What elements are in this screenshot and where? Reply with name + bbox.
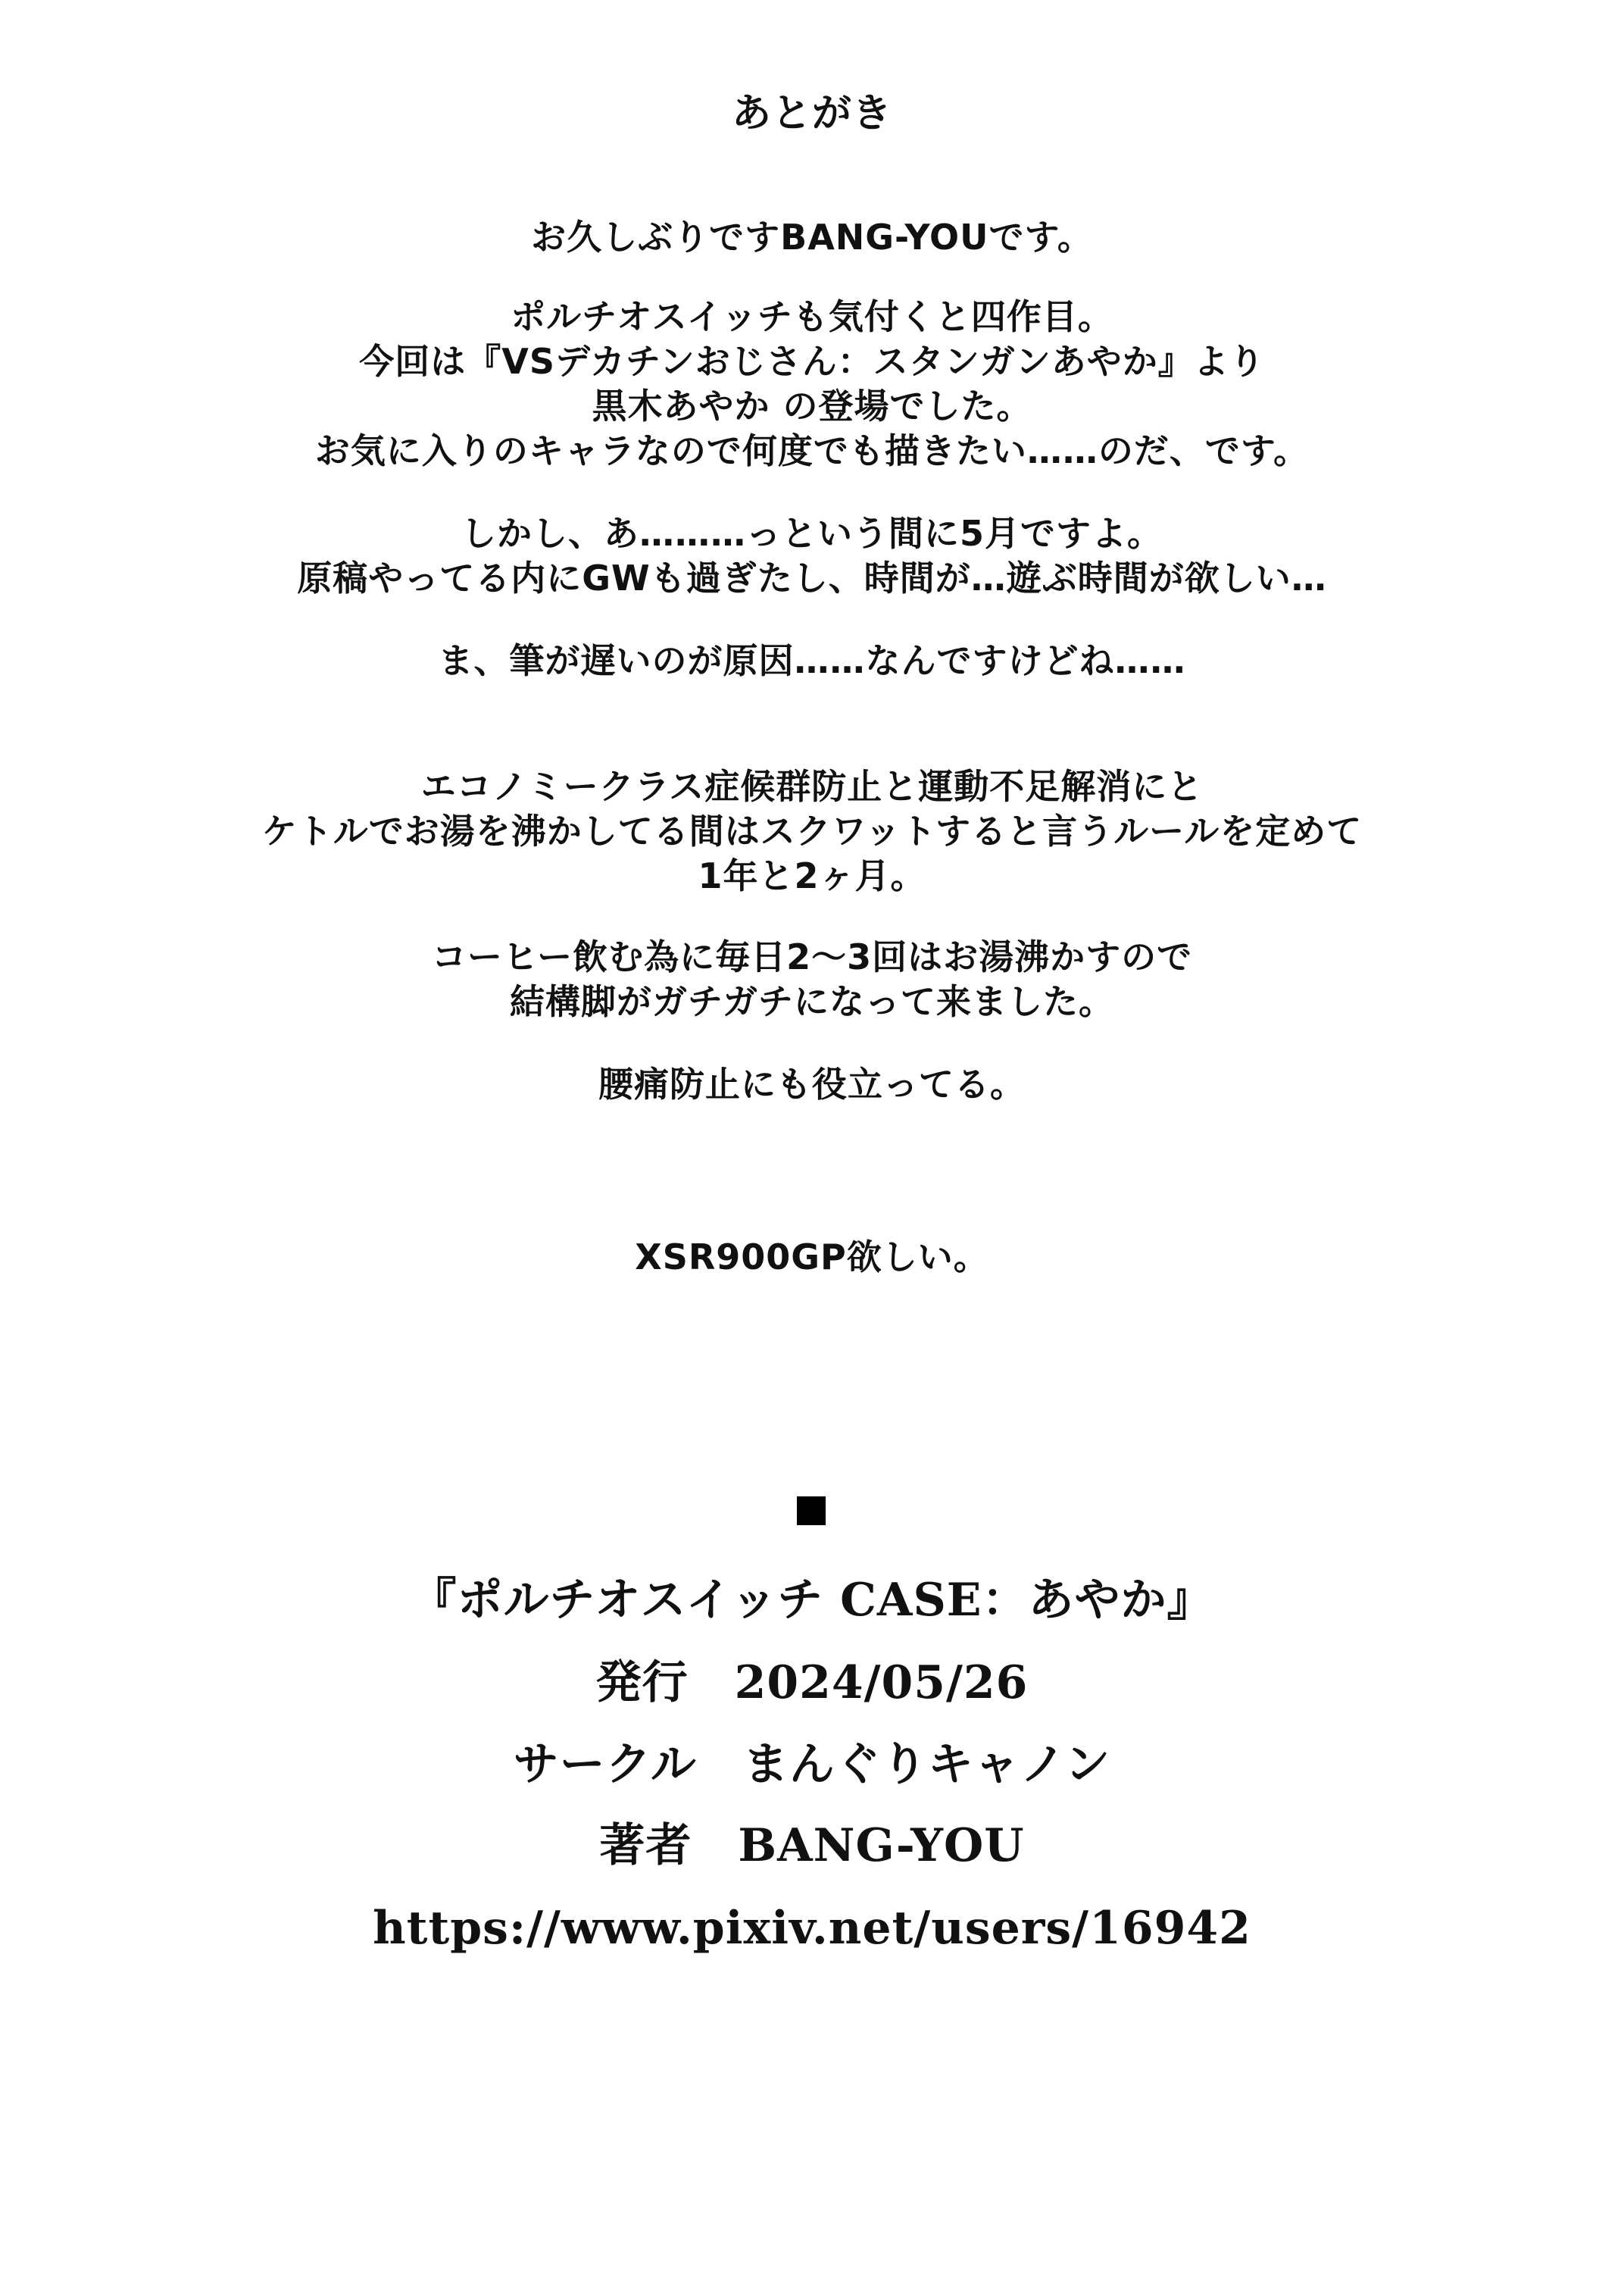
paragraph-line: お気に入りのキャラなので何度でも描きたい……のだ、です。 [314,430,1310,471]
colophon-work-title: 『ポルチオスイッチ CASE：あやか』 [411,1574,1213,1627]
colophon-url: https://www.pixiv.net/users/16942 [373,1902,1251,1955]
paragraph-line: 結構脚がガチガチになって来ました。 [509,981,1115,1022]
paragraph-line: ま、筆が遅いのが原因……なんですけどね…… [438,640,1186,681]
paragraph-line: 腰痛防止にも役立ってる。 [598,1064,1026,1105]
paragraph-line: 今回は『VSデカチンおじさん：スタンガンあやか』より [359,341,1265,382]
paragraph-line: XSR900GP欲しい。 [635,1237,989,1277]
colophon-published: 発行 2024/05/26 [595,1656,1029,1709]
paragraph-line: 黒木あやか の登場でした。 [592,386,1032,427]
paragraph-line: エコノミークラス症候群防止と運動不足解消にと [420,766,1204,807]
colophon-circle: サークル まんぐりキャノン [513,1738,1111,1791]
paragraph-line: コーヒー飲む為に毎日2～3回はお湯沸かすので [431,936,1193,977]
page-title: あとがき [731,91,892,136]
divider-square [797,1496,826,1525]
paragraph-line: ポルチオスイッチも気付くと四作目。 [511,296,1113,337]
paragraph-line: ケトルでお湯を沸かしてる間はスクワットすると言うルールを定めて [261,811,1363,852]
paragraph-line: 1年と2ヶ月。 [698,855,926,896]
paragraph-line: しかし、あ………っという間に5月ですよ。 [461,513,1163,554]
paragraph-line: お久しぶりですBANG-YOUです。 [531,217,1093,258]
paragraph-line: 原稿やってる内にGWも過ぎたし、時間が…遊ぶ時間が欲しい… [297,558,1327,599]
colophon-author: 著者 BANG-YOU [599,1819,1025,1872]
